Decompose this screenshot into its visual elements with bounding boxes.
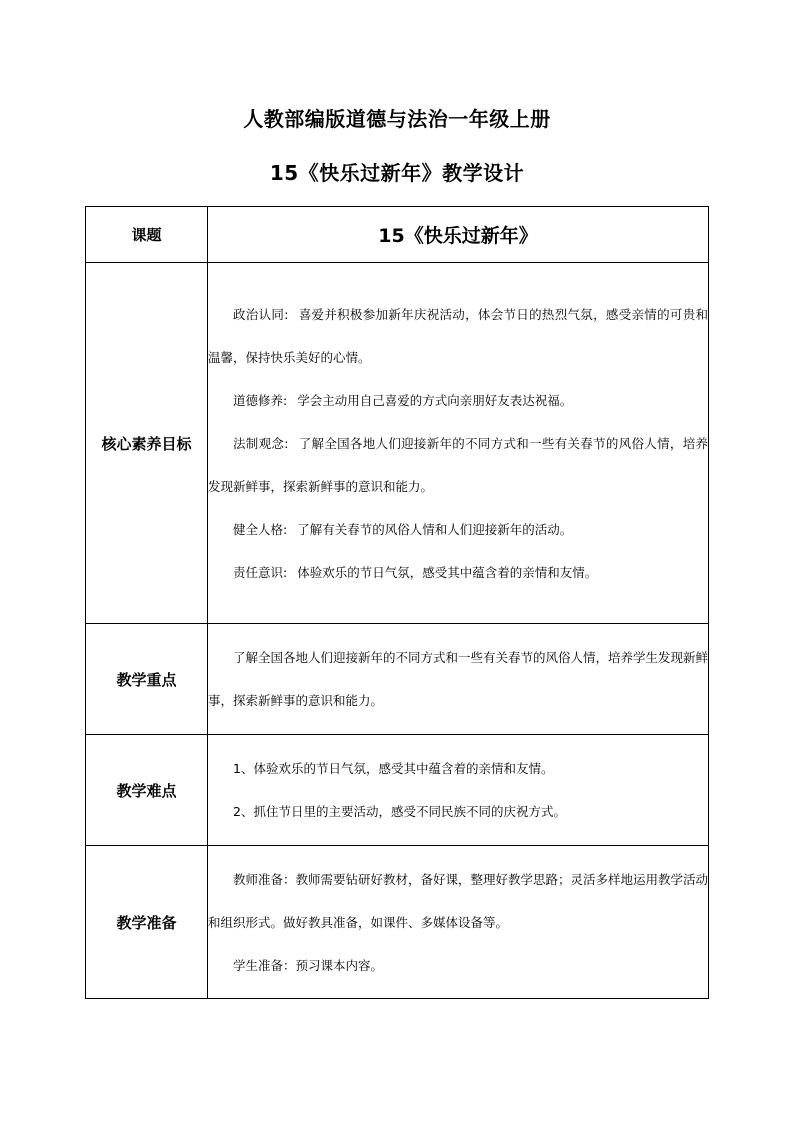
- key-points-text: 了解全国各地人们迎接新年的不同方式和一些有关春节的风俗人情，培养学生发现新鲜事，探索新鲜事的意识和能力。: [208, 650, 709, 708]
- difficulty-item: 2、抓住节日里的主要活动，感受不同民族不同的庆祝方式。: [233, 804, 566, 819]
- table-row-core-goals: [86, 263, 709, 624]
- goal-text: 学会主动用自己喜爱的方式向亲朋好友表达祝福。: [297, 392, 573, 408]
- teaching-plan-table: [85, 206, 709, 999]
- key-points-content: [208, 624, 709, 735]
- goal-item: [208, 551, 708, 594]
- difficulties-content: [208, 735, 709, 846]
- goal-name: 法制观念:: [233, 435, 289, 451]
- goal-text: 了解有关春节的风俗人情和人们迎接新年的活动。: [297, 521, 573, 537]
- goal-item: [208, 422, 708, 508]
- difficulty-item: 1、体验欢乐的节日气氛，感受其中蕴含着的亲情和友情。: [233, 761, 554, 776]
- document-title: 人教部编版道德与法治一年级上册: [243, 107, 551, 131]
- table-row-topic: [86, 207, 709, 263]
- core-goals-content: [208, 263, 709, 624]
- core-goals-label: 核心素养目标: [86, 263, 208, 624]
- preparation-content: [208, 846, 709, 999]
- topic-value: 15《快乐过新年》: [208, 207, 709, 263]
- preparation-label: 教学准备: [86, 846, 208, 999]
- key-points-label: 教学重点: [86, 624, 208, 735]
- goal-name: 健全人格:: [233, 521, 288, 537]
- goal-text: 了解全国各地人们迎接新年的不同方式和一些有关春节的风俗人情，培养发现新鲜事，探索新鲜事的意识和能力。: [208, 435, 708, 494]
- preparation-item: 学生准备：预习课本内容。: [233, 957, 384, 973]
- table-row-key-points: [86, 624, 709, 735]
- goal-item: [208, 293, 708, 379]
- goal-name: 责任意识:: [233, 564, 288, 580]
- table-row-difficulties: [86, 735, 709, 846]
- goal-text: 喜爱并积极参加新年庆祝活动，体会节日的热烈气氛，感受亲情的可贵和温馨，保持快乐美好的心情。: [208, 306, 708, 365]
- difficulties-label: 教学难点: [86, 735, 208, 846]
- goal-item: [208, 508, 708, 551]
- goal-name: 政治认同:: [233, 306, 289, 322]
- goal-item: [208, 379, 708, 422]
- preparation-item: 教师准备：教师需要钻研好教材，备好课，整理好教学思路；灵活多样地运用教学活动和组织形式。做好教具准备，如课件、多媒体设备等。: [208, 871, 709, 930]
- table-row-preparation: [86, 846, 709, 999]
- goal-name: 道德修养:: [233, 392, 288, 408]
- topic-label: 课题: [86, 207, 208, 263]
- goal-text: 体验欢乐的节日气氛，感受其中蕴含着的亲情和友情。: [297, 564, 598, 580]
- document-subtitle: 15《快乐过新年》教学设计: [269, 161, 525, 185]
